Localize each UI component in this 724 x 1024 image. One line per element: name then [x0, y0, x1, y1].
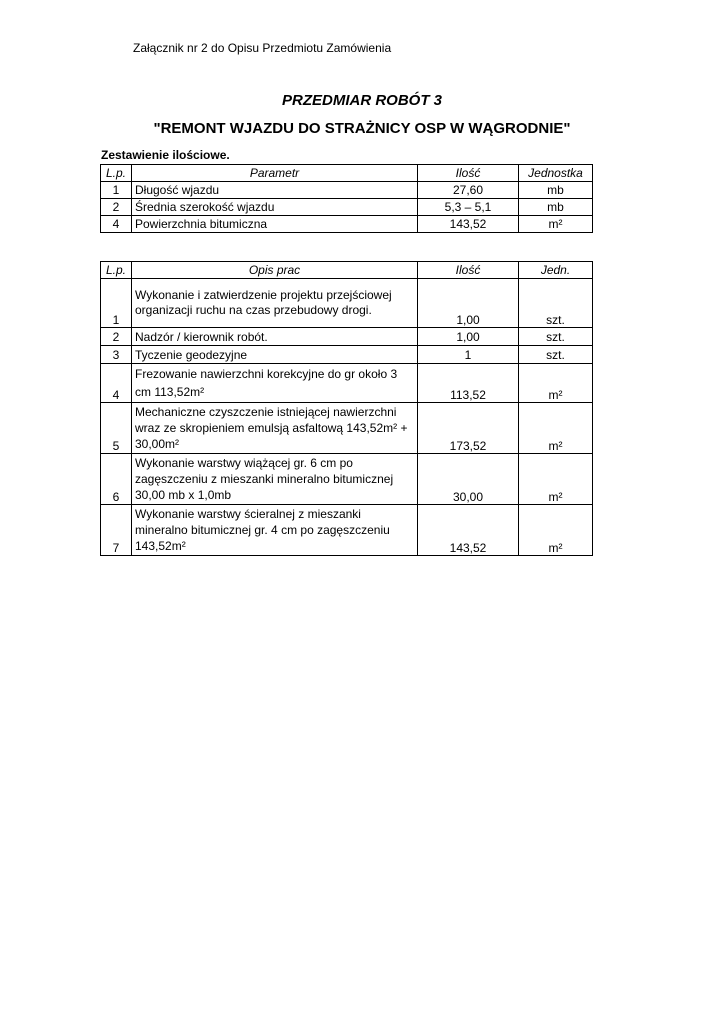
cell-qty: 1,00 — [418, 328, 519, 346]
table-row — [101, 505, 593, 556]
col-header-jedn: Jedn. — [519, 262, 593, 279]
works-header-row — [101, 262, 593, 279]
cell-lp: 1 — [101, 279, 132, 328]
works-table — [100, 261, 593, 556]
cell-lp: 3 — [101, 346, 132, 364]
cell-unit: m² — [519, 216, 593, 233]
cell-lp: 2 — [101, 199, 132, 216]
cell-lp: 6 — [101, 454, 132, 505]
document-title: PRZEDMIAR ROBÓT 3 — [281, 92, 442, 109]
cell-param: Powierzchnia bitumiczna — [132, 216, 418, 233]
table-row — [101, 199, 593, 216]
table-row — [101, 216, 593, 233]
cell-param: Długość wjazdu — [132, 182, 418, 199]
table-row — [101, 182, 593, 199]
table-row — [101, 279, 593, 328]
cell-lp: 4 — [101, 216, 132, 233]
summary-heading: Zestawienie ilościowe. — [101, 148, 230, 162]
cell-desc: Mechaniczne czyszczenie istniejącej nawierzchni wraz ze skropieniem emulsją asfaltową 143,52m² + 30,00m² — [132, 403, 418, 454]
cell-desc: Wykonanie warstwy wiążącej gr. 6 cm po zagęszczeniu z mieszanki mineralno bitumicznej 30,00 mb x 1,0mb — [132, 454, 418, 505]
cell-qty: 1,00 — [418, 279, 519, 328]
cell-qty: 113,52 — [418, 364, 519, 403]
cell-unit: m² — [519, 505, 593, 556]
cell-qty: 27,60 — [418, 182, 519, 199]
cell-desc: Wykonanie warstwy ścieralnej z mieszanki mineralno bitumicznej gr. 4 cm po zagęszczeniu 143,52m² — [132, 505, 418, 556]
cell-unit: szt. — [519, 346, 593, 364]
table-row — [101, 328, 593, 346]
cell-unit: m² — [519, 364, 593, 403]
col-header-ilosc: Ilość — [418, 165, 519, 182]
table-row — [101, 364, 593, 403]
summary-header-row — [101, 165, 593, 182]
summary-table — [100, 164, 593, 233]
cell-qty: 30,00 — [418, 454, 519, 505]
col-header-ilosc: Ilość — [418, 262, 519, 279]
cell-unit: m² — [519, 403, 593, 454]
cell-qty: 143,52 — [418, 505, 519, 556]
cell-unit: szt. — [519, 279, 593, 328]
col-header-opis-prac: Opis prac — [132, 262, 418, 279]
cell-unit: mb — [519, 199, 593, 216]
col-header-parametr: Parametr — [132, 165, 418, 182]
cell-qty: 1 — [418, 346, 519, 364]
cell-qty: 5,3 – 5,1 — [418, 199, 519, 216]
cell-desc: Frezowanie nawierzchni korekcyjne do gr około 3 cm 113,52m² — [132, 364, 418, 403]
cell-unit: m² — [519, 454, 593, 505]
col-header-lp: L.p. — [101, 165, 132, 182]
cell-unit: mb — [519, 182, 593, 199]
cell-lp: 1 — [101, 182, 132, 199]
table-row — [101, 403, 593, 454]
cell-qty: 143,52 — [418, 216, 519, 233]
cell-unit: szt. — [519, 328, 593, 346]
table-row — [101, 346, 593, 364]
cell-lp: 7 — [101, 505, 132, 556]
cell-desc: Tyczenie geodezyjne — [132, 346, 418, 364]
col-header-lp: L.p. — [101, 262, 132, 279]
cell-desc: Nadzór / kierownik robót. — [132, 328, 418, 346]
cell-param: Średnia szerokość wjazdu — [132, 199, 418, 216]
cell-desc: Wykonanie i zatwierdzenie projektu przejściowej organizacji ruchu na czas przebudowy drogi. — [132, 279, 418, 328]
cell-lp: 5 — [101, 403, 132, 454]
cell-lp: 4 — [101, 364, 132, 403]
header-note: Załącznik nr 2 do Opisu Przedmiotu Zamówienia — [133, 41, 392, 55]
col-header-jednostka: Jednostka — [519, 165, 593, 182]
document-subtitle: "REMONT WJAZDU DO STRAŻNICY OSP W WĄGRODNIE" — [153, 120, 571, 137]
table-row — [101, 454, 593, 505]
cell-lp: 2 — [101, 328, 132, 346]
cell-qty: 173,52 — [418, 403, 519, 454]
